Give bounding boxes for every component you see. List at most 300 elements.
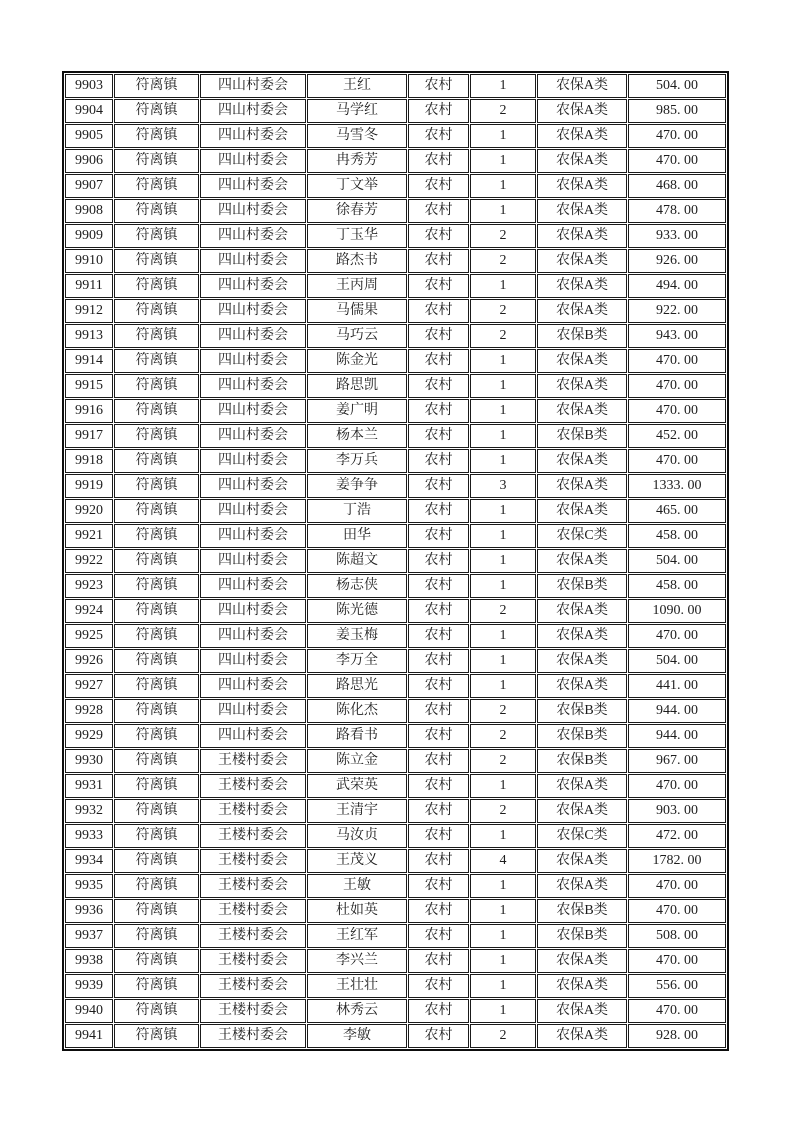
cell-person-name: 陈立金	[307, 749, 407, 773]
cell-person-name: 路思凯	[307, 374, 407, 398]
cell-village-committee: 四山村委会	[200, 224, 306, 248]
table-row	[65, 999, 726, 1023]
cell-town: 符离镇	[114, 249, 199, 273]
cell-insurance-category: 农保A类	[537, 649, 627, 673]
cell-amount: 470. 00	[628, 874, 726, 898]
cell-residence-type: 农村	[408, 949, 469, 973]
cell-village-committee: 王楼村委会	[200, 824, 306, 848]
cell-person-count: 2	[470, 224, 536, 248]
cell-seq: 9933	[65, 824, 113, 848]
cell-seq: 9906	[65, 149, 113, 173]
cell-town: 符离镇	[114, 199, 199, 223]
cell-village-committee: 四山村委会	[200, 374, 306, 398]
cell-person-count: 1	[470, 124, 536, 148]
cell-person-count: 1	[470, 524, 536, 548]
cell-insurance-category: 农保A类	[537, 1024, 627, 1048]
cell-person-name: 陈超文	[307, 549, 407, 573]
cell-village-committee: 四山村委会	[200, 274, 306, 298]
cell-person-count: 1	[470, 974, 536, 998]
cell-town: 符离镇	[114, 149, 199, 173]
cell-village-committee: 四山村委会	[200, 249, 306, 273]
cell-residence-type: 农村	[408, 374, 469, 398]
cell-seq: 9904	[65, 99, 113, 123]
cell-town: 符离镇	[114, 749, 199, 773]
cell-residence-type: 农村	[408, 424, 469, 448]
cell-amount: 504. 00	[628, 74, 726, 98]
table-row	[65, 799, 726, 823]
cell-seq: 9927	[65, 674, 113, 698]
cell-seq: 9931	[65, 774, 113, 798]
cell-village-committee: 四山村委会	[200, 299, 306, 323]
cell-amount: 944. 00	[628, 724, 726, 748]
table-row	[65, 874, 726, 898]
table-row	[65, 924, 726, 948]
cell-town: 符离镇	[114, 774, 199, 798]
cell-insurance-category: 农保A类	[537, 624, 627, 648]
cell-village-committee: 四山村委会	[200, 674, 306, 698]
cell-person-count: 2	[470, 324, 536, 348]
cell-person-count: 1	[470, 924, 536, 948]
cell-seq: 9918	[65, 449, 113, 473]
cell-town: 符离镇	[114, 499, 199, 523]
cell-insurance-category: 农保A类	[537, 874, 627, 898]
cell-seq: 9917	[65, 424, 113, 448]
cell-person-name: 杨志侠	[307, 574, 407, 598]
table-row	[65, 749, 726, 773]
table-row	[65, 624, 726, 648]
table-row	[65, 674, 726, 698]
cell-village-committee: 王楼村委会	[200, 849, 306, 873]
cell-town: 符离镇	[114, 224, 199, 248]
table-row	[65, 1024, 726, 1048]
cell-person-name: 王清宇	[307, 799, 407, 823]
cell-amount: 470. 00	[628, 149, 726, 173]
cell-village-committee: 四山村委会	[200, 424, 306, 448]
cell-seq: 9932	[65, 799, 113, 823]
cell-town: 符离镇	[114, 624, 199, 648]
cell-amount: 944. 00	[628, 699, 726, 723]
cell-amount: 470. 00	[628, 399, 726, 423]
cell-town: 符离镇	[114, 274, 199, 298]
cell-residence-type: 农村	[408, 224, 469, 248]
cell-residence-type: 农村	[408, 249, 469, 273]
cell-town: 符离镇	[114, 524, 199, 548]
cell-amount: 458. 00	[628, 524, 726, 548]
cell-residence-type: 农村	[408, 624, 469, 648]
cell-residence-type: 农村	[408, 924, 469, 948]
table-row	[65, 574, 726, 598]
cell-town: 符离镇	[114, 699, 199, 723]
cell-person-name: 李敏	[307, 1024, 407, 1048]
cell-village-committee: 四山村委会	[200, 99, 306, 123]
cell-insurance-category: 农保A类	[537, 74, 627, 98]
cell-residence-type: 农村	[408, 799, 469, 823]
cell-person-count: 2	[470, 249, 536, 273]
cell-seq: 9928	[65, 699, 113, 723]
cell-village-committee: 四山村委会	[200, 149, 306, 173]
cell-village-committee: 四山村委会	[200, 399, 306, 423]
cell-insurance-category: 农保B类	[537, 724, 627, 748]
cell-seq: 9922	[65, 549, 113, 573]
cell-town: 符离镇	[114, 899, 199, 923]
cell-town: 符离镇	[114, 724, 199, 748]
cell-village-committee: 四山村委会	[200, 699, 306, 723]
cell-residence-type: 农村	[408, 124, 469, 148]
table-body	[65, 74, 726, 1048]
cell-person-count: 2	[470, 799, 536, 823]
cell-amount: 470. 00	[628, 374, 726, 398]
cell-town: 符离镇	[114, 799, 199, 823]
cell-person-name: 王红	[307, 74, 407, 98]
cell-residence-type: 农村	[408, 274, 469, 298]
cell-insurance-category: 农保B类	[537, 699, 627, 723]
table-row	[65, 499, 726, 523]
cell-person-count: 1	[470, 824, 536, 848]
cell-village-committee: 王楼村委会	[200, 874, 306, 898]
cell-residence-type: 农村	[408, 149, 469, 173]
cell-seq: 9908	[65, 199, 113, 223]
cell-amount: 470. 00	[628, 774, 726, 798]
cell-person-name: 武荣英	[307, 774, 407, 798]
cell-residence-type: 农村	[408, 849, 469, 873]
cell-amount: 933. 00	[628, 224, 726, 248]
cell-person-count: 1	[470, 999, 536, 1023]
cell-village-committee: 四山村委会	[200, 574, 306, 598]
cell-village-committee: 王楼村委会	[200, 1024, 306, 1048]
cell-person-name: 徐春芳	[307, 199, 407, 223]
cell-amount: 504. 00	[628, 649, 726, 673]
cell-residence-type: 农村	[408, 874, 469, 898]
cell-village-committee: 王楼村委会	[200, 899, 306, 923]
cell-amount: 508. 00	[628, 924, 726, 948]
cell-person-count: 4	[470, 849, 536, 873]
cell-insurance-category: 农保A类	[537, 499, 627, 523]
cell-village-committee: 四山村委会	[200, 549, 306, 573]
cell-person-count: 2	[470, 1024, 536, 1048]
cell-town: 符离镇	[114, 299, 199, 323]
cell-insurance-category: 农保A类	[537, 249, 627, 273]
cell-town: 符离镇	[114, 874, 199, 898]
cell-amount: 928. 00	[628, 1024, 726, 1048]
cell-person-count: 1	[470, 374, 536, 398]
cell-insurance-category: 农保A类	[537, 849, 627, 873]
table-row	[65, 124, 726, 148]
cell-insurance-category: 农保B类	[537, 924, 627, 948]
table-row	[65, 649, 726, 673]
cell-town: 符离镇	[114, 374, 199, 398]
cell-person-name: 王红军	[307, 924, 407, 948]
cell-insurance-category: 农保A类	[537, 474, 627, 498]
cell-person-count: 1	[470, 874, 536, 898]
cell-insurance-category: 农保A类	[537, 949, 627, 973]
table-row	[65, 774, 726, 798]
cell-amount: 478. 00	[628, 199, 726, 223]
cell-person-count: 3	[470, 474, 536, 498]
table-row	[65, 274, 726, 298]
cell-insurance-category: 农保B类	[537, 574, 627, 598]
cell-insurance-category: 农保A类	[537, 399, 627, 423]
cell-insurance-category: 农保C类	[537, 824, 627, 848]
cell-amount: 470. 00	[628, 899, 726, 923]
table-row	[65, 249, 726, 273]
cell-seq: 9937	[65, 924, 113, 948]
cell-town: 符离镇	[114, 399, 199, 423]
table-row	[65, 174, 726, 198]
cell-seq: 9907	[65, 174, 113, 198]
cell-amount: 922. 00	[628, 299, 726, 323]
cell-insurance-category: 农保B类	[537, 899, 627, 923]
cell-person-count: 1	[470, 274, 536, 298]
cell-person-count: 2	[470, 99, 536, 123]
table-row	[65, 349, 726, 373]
table-row	[65, 324, 726, 348]
cell-person-count: 1	[470, 899, 536, 923]
table-row	[65, 199, 726, 223]
cell-residence-type: 农村	[408, 349, 469, 373]
cell-seq: 9925	[65, 624, 113, 648]
cell-person-count: 2	[470, 749, 536, 773]
cell-seq: 9915	[65, 374, 113, 398]
cell-residence-type: 农村	[408, 649, 469, 673]
cell-insurance-category: 农保A类	[537, 599, 627, 623]
cell-residence-type: 农村	[408, 899, 469, 923]
cell-village-committee: 王楼村委会	[200, 799, 306, 823]
cell-person-name: 林秀云	[307, 999, 407, 1023]
cell-residence-type: 农村	[408, 199, 469, 223]
cell-person-count: 1	[470, 949, 536, 973]
cell-person-count: 1	[470, 349, 536, 373]
cell-insurance-category: 农保A类	[537, 774, 627, 798]
cell-insurance-category: 农保A类	[537, 174, 627, 198]
cell-village-committee: 王楼村委会	[200, 749, 306, 773]
table-row	[65, 599, 726, 623]
cell-village-committee: 王楼村委会	[200, 974, 306, 998]
table-row	[65, 449, 726, 473]
cell-town: 符离镇	[114, 974, 199, 998]
cell-person-count: 2	[470, 724, 536, 748]
cell-person-name: 杜如英	[307, 899, 407, 923]
cell-residence-type: 农村	[408, 524, 469, 548]
cell-town: 符离镇	[114, 674, 199, 698]
cell-amount: 1782. 00	[628, 849, 726, 873]
cell-residence-type: 农村	[408, 699, 469, 723]
cell-residence-type: 农村	[408, 774, 469, 798]
cell-insurance-category: 农保B类	[537, 324, 627, 348]
cell-amount: 494. 00	[628, 274, 726, 298]
cell-insurance-category: 农保A类	[537, 124, 627, 148]
cell-seq: 9912	[65, 299, 113, 323]
cell-amount: 1333. 00	[628, 474, 726, 498]
cell-residence-type: 农村	[408, 549, 469, 573]
cell-person-count: 1	[470, 399, 536, 423]
cell-person-count: 1	[470, 499, 536, 523]
cell-village-committee: 四山村委会	[200, 349, 306, 373]
table-row	[65, 149, 726, 173]
cell-town: 符离镇	[114, 574, 199, 598]
cell-residence-type: 农村	[408, 399, 469, 423]
pension-roster-table	[62, 71, 729, 1051]
cell-town: 符离镇	[114, 649, 199, 673]
cell-seq: 9935	[65, 874, 113, 898]
cell-seq: 9939	[65, 974, 113, 998]
cell-town: 符离镇	[114, 949, 199, 973]
cell-insurance-category: 农保A类	[537, 999, 627, 1023]
cell-seq: 9919	[65, 474, 113, 498]
cell-amount: 903. 00	[628, 799, 726, 823]
cell-insurance-category: 农保A类	[537, 274, 627, 298]
cell-residence-type: 农村	[408, 824, 469, 848]
cell-village-committee: 四山村委会	[200, 324, 306, 348]
cell-amount: 470. 00	[628, 949, 726, 973]
table-row	[65, 899, 726, 923]
cell-residence-type: 农村	[408, 974, 469, 998]
table-row	[65, 824, 726, 848]
table-row	[65, 299, 726, 323]
cell-village-committee: 四山村委会	[200, 449, 306, 473]
cell-seq: 9911	[65, 274, 113, 298]
cell-amount: 468. 00	[628, 174, 726, 198]
cell-village-committee: 王楼村委会	[200, 949, 306, 973]
cell-person-name: 王丙周	[307, 274, 407, 298]
cell-amount: 465. 00	[628, 499, 726, 523]
cell-town: 符离镇	[114, 599, 199, 623]
cell-seq: 9924	[65, 599, 113, 623]
table-row	[65, 549, 726, 573]
cell-insurance-category: 农保A类	[537, 99, 627, 123]
cell-amount: 504. 00	[628, 549, 726, 573]
cell-person-name: 马雪冬	[307, 124, 407, 148]
cell-town: 符离镇	[114, 349, 199, 373]
cell-insurance-category: 农保A类	[537, 149, 627, 173]
cell-seq: 9938	[65, 949, 113, 973]
cell-village-committee: 四山村委会	[200, 649, 306, 673]
cell-amount: 967. 00	[628, 749, 726, 773]
table-row	[65, 399, 726, 423]
cell-person-name: 马巧云	[307, 324, 407, 348]
cell-person-name: 姜争争	[307, 474, 407, 498]
cell-insurance-category: 农保C类	[537, 524, 627, 548]
cell-person-count: 1	[470, 649, 536, 673]
table-row	[65, 524, 726, 548]
cell-insurance-category: 农保A类	[537, 674, 627, 698]
cell-village-committee: 四山村委会	[200, 474, 306, 498]
cell-person-count: 1	[470, 574, 536, 598]
table-row	[65, 849, 726, 873]
cell-insurance-category: 农保A类	[537, 299, 627, 323]
cell-insurance-category: 农保A类	[537, 449, 627, 473]
cell-person-name: 马汝贞	[307, 824, 407, 848]
cell-insurance-category: 农保A类	[537, 974, 627, 998]
cell-insurance-category: 农保A类	[537, 199, 627, 223]
cell-seq: 9916	[65, 399, 113, 423]
cell-person-name: 丁浩	[307, 499, 407, 523]
cell-village-committee: 四山村委会	[200, 724, 306, 748]
cell-person-count: 1	[470, 449, 536, 473]
cell-amount: 985. 00	[628, 99, 726, 123]
cell-amount: 470. 00	[628, 624, 726, 648]
cell-village-committee: 四山村委会	[200, 199, 306, 223]
cell-seq: 9903	[65, 74, 113, 98]
cell-person-name: 丁玉华	[307, 224, 407, 248]
cell-residence-type: 农村	[408, 324, 469, 348]
cell-amount: 926. 00	[628, 249, 726, 273]
cell-person-count: 2	[470, 299, 536, 323]
cell-insurance-category: 农保A类	[537, 799, 627, 823]
cell-seq: 9913	[65, 324, 113, 348]
cell-town: 符离镇	[114, 999, 199, 1023]
cell-amount: 452. 00	[628, 424, 726, 448]
cell-town: 符离镇	[114, 824, 199, 848]
cell-seq: 9920	[65, 499, 113, 523]
cell-person-count: 1	[470, 774, 536, 798]
cell-person-name: 陈金光	[307, 349, 407, 373]
cell-person-name: 王茂义	[307, 849, 407, 873]
cell-person-name: 李万兵	[307, 449, 407, 473]
cell-residence-type: 农村	[408, 1024, 469, 1048]
cell-person-count: 1	[470, 424, 536, 448]
cell-insurance-category: 农保A类	[537, 349, 627, 373]
cell-amount: 458. 00	[628, 574, 726, 598]
cell-person-name: 王壮壮	[307, 974, 407, 998]
cell-insurance-category: 农保B类	[537, 424, 627, 448]
cell-village-committee: 四山村委会	[200, 74, 306, 98]
table-row	[65, 374, 726, 398]
cell-person-name: 马儒果	[307, 299, 407, 323]
cell-amount: 470. 00	[628, 999, 726, 1023]
cell-village-committee: 王楼村委会	[200, 999, 306, 1023]
cell-town: 符离镇	[114, 424, 199, 448]
cell-insurance-category: 农保B类	[537, 749, 627, 773]
cell-village-committee: 四山村委会	[200, 124, 306, 148]
cell-amount: 472. 00	[628, 824, 726, 848]
cell-town: 符离镇	[114, 74, 199, 98]
cell-seq: 9930	[65, 749, 113, 773]
cell-person-name: 马学红	[307, 99, 407, 123]
table-row	[65, 949, 726, 973]
cell-town: 符离镇	[114, 99, 199, 123]
cell-person-name: 姜玉梅	[307, 624, 407, 648]
cell-person-name: 陈化杰	[307, 699, 407, 723]
cell-person-name: 杨本兰	[307, 424, 407, 448]
table-row	[65, 74, 726, 98]
cell-amount: 943. 00	[628, 324, 726, 348]
cell-person-count: 1	[470, 549, 536, 573]
cell-person-name: 丁文举	[307, 174, 407, 198]
cell-town: 符离镇	[114, 849, 199, 873]
cell-residence-type: 农村	[408, 474, 469, 498]
cell-residence-type: 农村	[408, 599, 469, 623]
cell-amount: 556. 00	[628, 974, 726, 998]
cell-person-count: 1	[470, 149, 536, 173]
table-row	[65, 424, 726, 448]
cell-seq: 9909	[65, 224, 113, 248]
cell-person-count: 1	[470, 74, 536, 98]
cell-amount: 470. 00	[628, 449, 726, 473]
cell-seq: 9936	[65, 899, 113, 923]
cell-residence-type: 农村	[408, 74, 469, 98]
cell-seq: 9910	[65, 249, 113, 273]
cell-person-name: 路思光	[307, 674, 407, 698]
table-row	[65, 224, 726, 248]
table-row	[65, 699, 726, 723]
cell-town: 符离镇	[114, 324, 199, 348]
cell-person-name: 陈光德	[307, 599, 407, 623]
cell-person-name: 路杰书	[307, 249, 407, 273]
cell-person-name: 田华	[307, 524, 407, 548]
cell-town: 符离镇	[114, 924, 199, 948]
cell-amount: 470. 00	[628, 349, 726, 373]
table-row	[65, 724, 726, 748]
